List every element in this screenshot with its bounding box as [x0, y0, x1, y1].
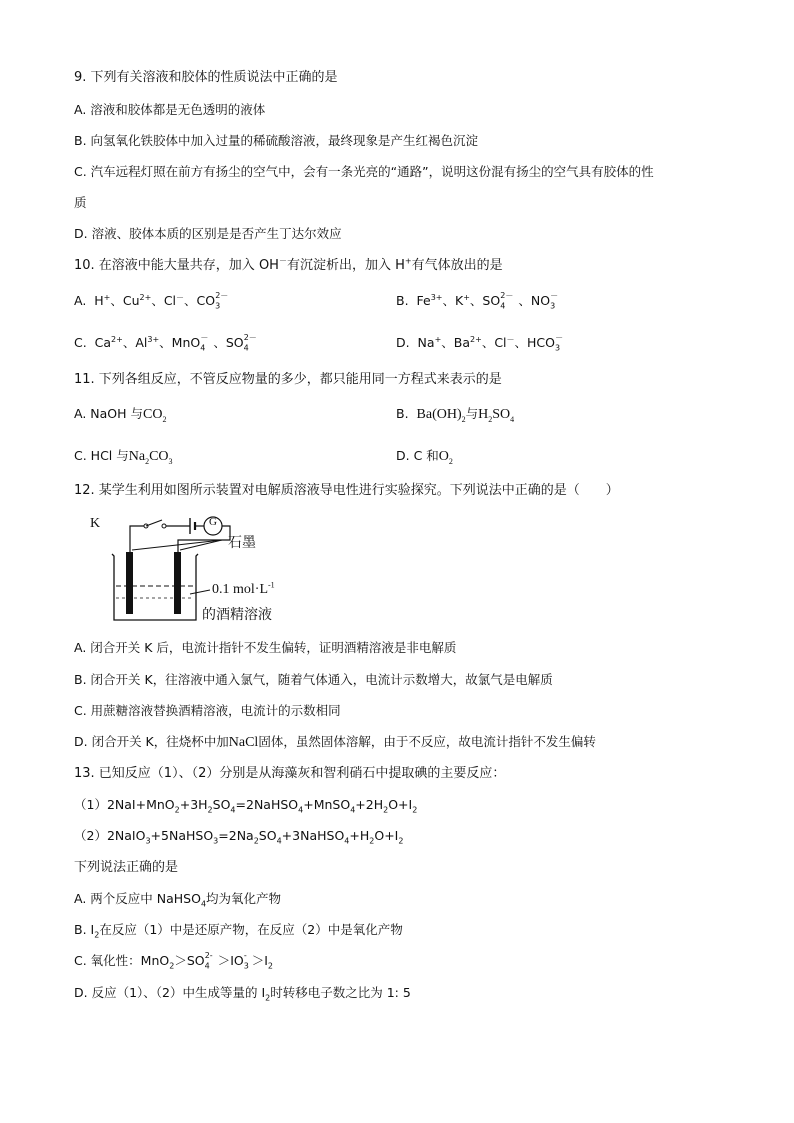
solution-label: 的酒精溶液: [202, 608, 272, 623]
q10-stem-pre: 10. 在溶液中能大量共存，加入 OH: [74, 258, 279, 273]
q9-option-c-line2: 质: [74, 195, 87, 210]
q13-option-a-pre: A. 两个反应中 NaHSO: [74, 891, 201, 906]
q12-option-b: B. 闭合开关 K，往溶液中通入氯气，随着气体通入，电流计示数增大，故氯气是电解质: [74, 672, 553, 687]
q11-option-c: C. HCl 与$Na_2CO_3$: [74, 448, 173, 466]
q11-stem: 11. 下列各组反应，不管反应物量的多少，都只能用同一方程式来表示的是: [74, 372, 502, 387]
q11-option-a: A. NaOH 与$CO_2$: [74, 406, 167, 424]
q11-option-b-mid: 与: [465, 406, 479, 421]
q9-stem: 9. 下列有关溶液和胶体的性质说法中正确的是: [74, 70, 338, 85]
q12-option-d-post: 固体，虽然固体溶解，由于不反应，故电流计指针不发生偏转: [258, 734, 596, 749]
galvanometer-label: G: [209, 516, 217, 528]
q9-option-a: A. 溶液和胶体都是无色透明的液体: [74, 102, 266, 117]
q10-option-a: A. H+、$Cu^{2+}$、Cl－、$CO_3^{2-}$: [74, 290, 229, 311]
graphite-electrode-right: [174, 552, 181, 614]
q11-option-b-pre: B.: [396, 406, 409, 421]
graphite-electrode-left: [126, 552, 133, 614]
q13-option-d-post: 时转移电子数之比为 1: 5: [270, 985, 411, 1000]
concentration-exponent: -1: [268, 580, 275, 590]
q13-reaction-2: $(2)2NaIO_3+5NaHSO_3=2Na_2SO_4+3NaHSO_4+H_2O+I_2$: [74, 828, 404, 846]
concentration-text: 0.1 mol·L: [212, 582, 268, 597]
q12-option-c: C. 用蔗糖溶液替换酒精溶液，电流计的示数相同: [74, 703, 341, 718]
switch-label: K: [90, 516, 101, 531]
q11-option-d-pre: D. C 和: [396, 448, 439, 463]
q13-option-b-pre: B. I: [74, 922, 95, 937]
q13-reaction-1-label: （1）: [74, 797, 107, 812]
q11-option-c-pre: C. HCl 与: [74, 448, 129, 463]
q13-option-b: B. $I_2$在反应（1）中是还原产物，在反应（2）中是氧化产物: [74, 922, 403, 940]
q10-stem: 10. 在溶液中能大量共存，加入 OH－有沉淀析出，加入 H+有气体放出的是: [74, 256, 503, 273]
q9-option-d: D. 溶液、胶体本质的区别是是否产生丁达尔效应: [74, 226, 342, 241]
q13-stem: 13. 已知反应（1）、（2）分别是从海藻灰和智利硝石中提取碘的主要反应：: [74, 766, 506, 781]
q10-stem-post: 有气体放出的是: [411, 258, 503, 273]
q9-option-b: B. 向氢氧化铁胶体中加入过量的稀硫酸溶液，最终现象是产生红褐色沉淀: [74, 133, 479, 148]
q13-intro: 下列说法正确的是: [74, 860, 179, 875]
q12-option-a: A. 闭合开关 K 后，电流计指针不发生偏转，证明酒精溶液是非电解质: [74, 640, 457, 655]
graphite-leader-1: [180, 540, 222, 550]
q11-option-b: B. $Ba(OH)_2$与$H_2SO_4$: [396, 406, 515, 424]
q10-stem-mid: 有沉淀析出，加入 H: [286, 258, 405, 273]
q10-option-d: D. Na+、$Ba^{2+}$、Cl－、$HCO_3^-$: [396, 332, 564, 353]
q10-option-b: B. $Fe^{3+}$、K+、$SO_4^{2-}$ 、$NO_3^-$: [396, 290, 559, 311]
q13-option-d-pre: D. 反应（1）、（2）中生成等量的 I: [74, 985, 266, 1000]
graphite-leader-2: [132, 540, 222, 550]
concentration-label: [212, 582, 275, 598]
q12-option-d: D. 闭合开关 K，往烧杯中加NaCl固体，虽然固体溶解，由于不反应，故电流计指针不发生偏转: [74, 734, 596, 750]
q11-option-a-pre: A. NaOH 与: [74, 406, 144, 421]
q12-option-d-pre: D. 闭合开关 K，往烧杯中加: [74, 734, 229, 749]
q13-option-d: D. 反应（1）、（2）中生成等量的 $I_2$时转移电子数之比为 1: 5: [74, 985, 411, 1003]
q13-option-c: C. 氧化性：$MnO_2>SO_4^{2-} >IO_3^- >I_2$: [74, 950, 273, 971]
q10-option-c: C. $Ca^{2+}$、$Al^{3+}$、MnO$_4$－ 、$SO_4^{2-}$: [74, 332, 257, 353]
switch-lever: [146, 520, 162, 526]
q13-option-a: A. 两个反应中 NaHSO$_4$均为氧化产物: [74, 891, 282, 909]
q12-stem: 12. 某学生利用如图所示装置对电解质溶液导电性进行实验探究。下列说法中正确的是（ ）: [74, 483, 619, 498]
q13-reaction-1: $(1)2NaI+MnO_2+3H_2SO_4=2NaHSO_4+MnSO_4+2H_2O+I_2$: [74, 797, 418, 815]
conductivity-apparatus-figure: [70, 510, 300, 630]
q13-option-b-post: 在反应（1）中是还原产物，在反应（2）中是氧化产物: [99, 922, 403, 937]
graphite-label: 石墨: [228, 536, 256, 551]
q13-reaction-2-label: （2）: [74, 828, 107, 843]
beaker: [112, 554, 198, 620]
q9-option-c-line1: C. 汽车远程灯照在前方有扬尘的空气中，会有一条光亮的“通路”，说明这份混有扬尘的空气具有胶体的性: [74, 164, 654, 179]
switch-contact: [162, 524, 166, 528]
solution-leader: [190, 590, 210, 594]
q13-option-c-pre: C. 氧化性：MnO: [74, 953, 170, 968]
q11-option-d: D. C 和$O_2$: [396, 448, 453, 466]
circuit-wire-right: [178, 526, 230, 568]
q13-option-a-post: 均为氧化产物: [206, 891, 282, 906]
